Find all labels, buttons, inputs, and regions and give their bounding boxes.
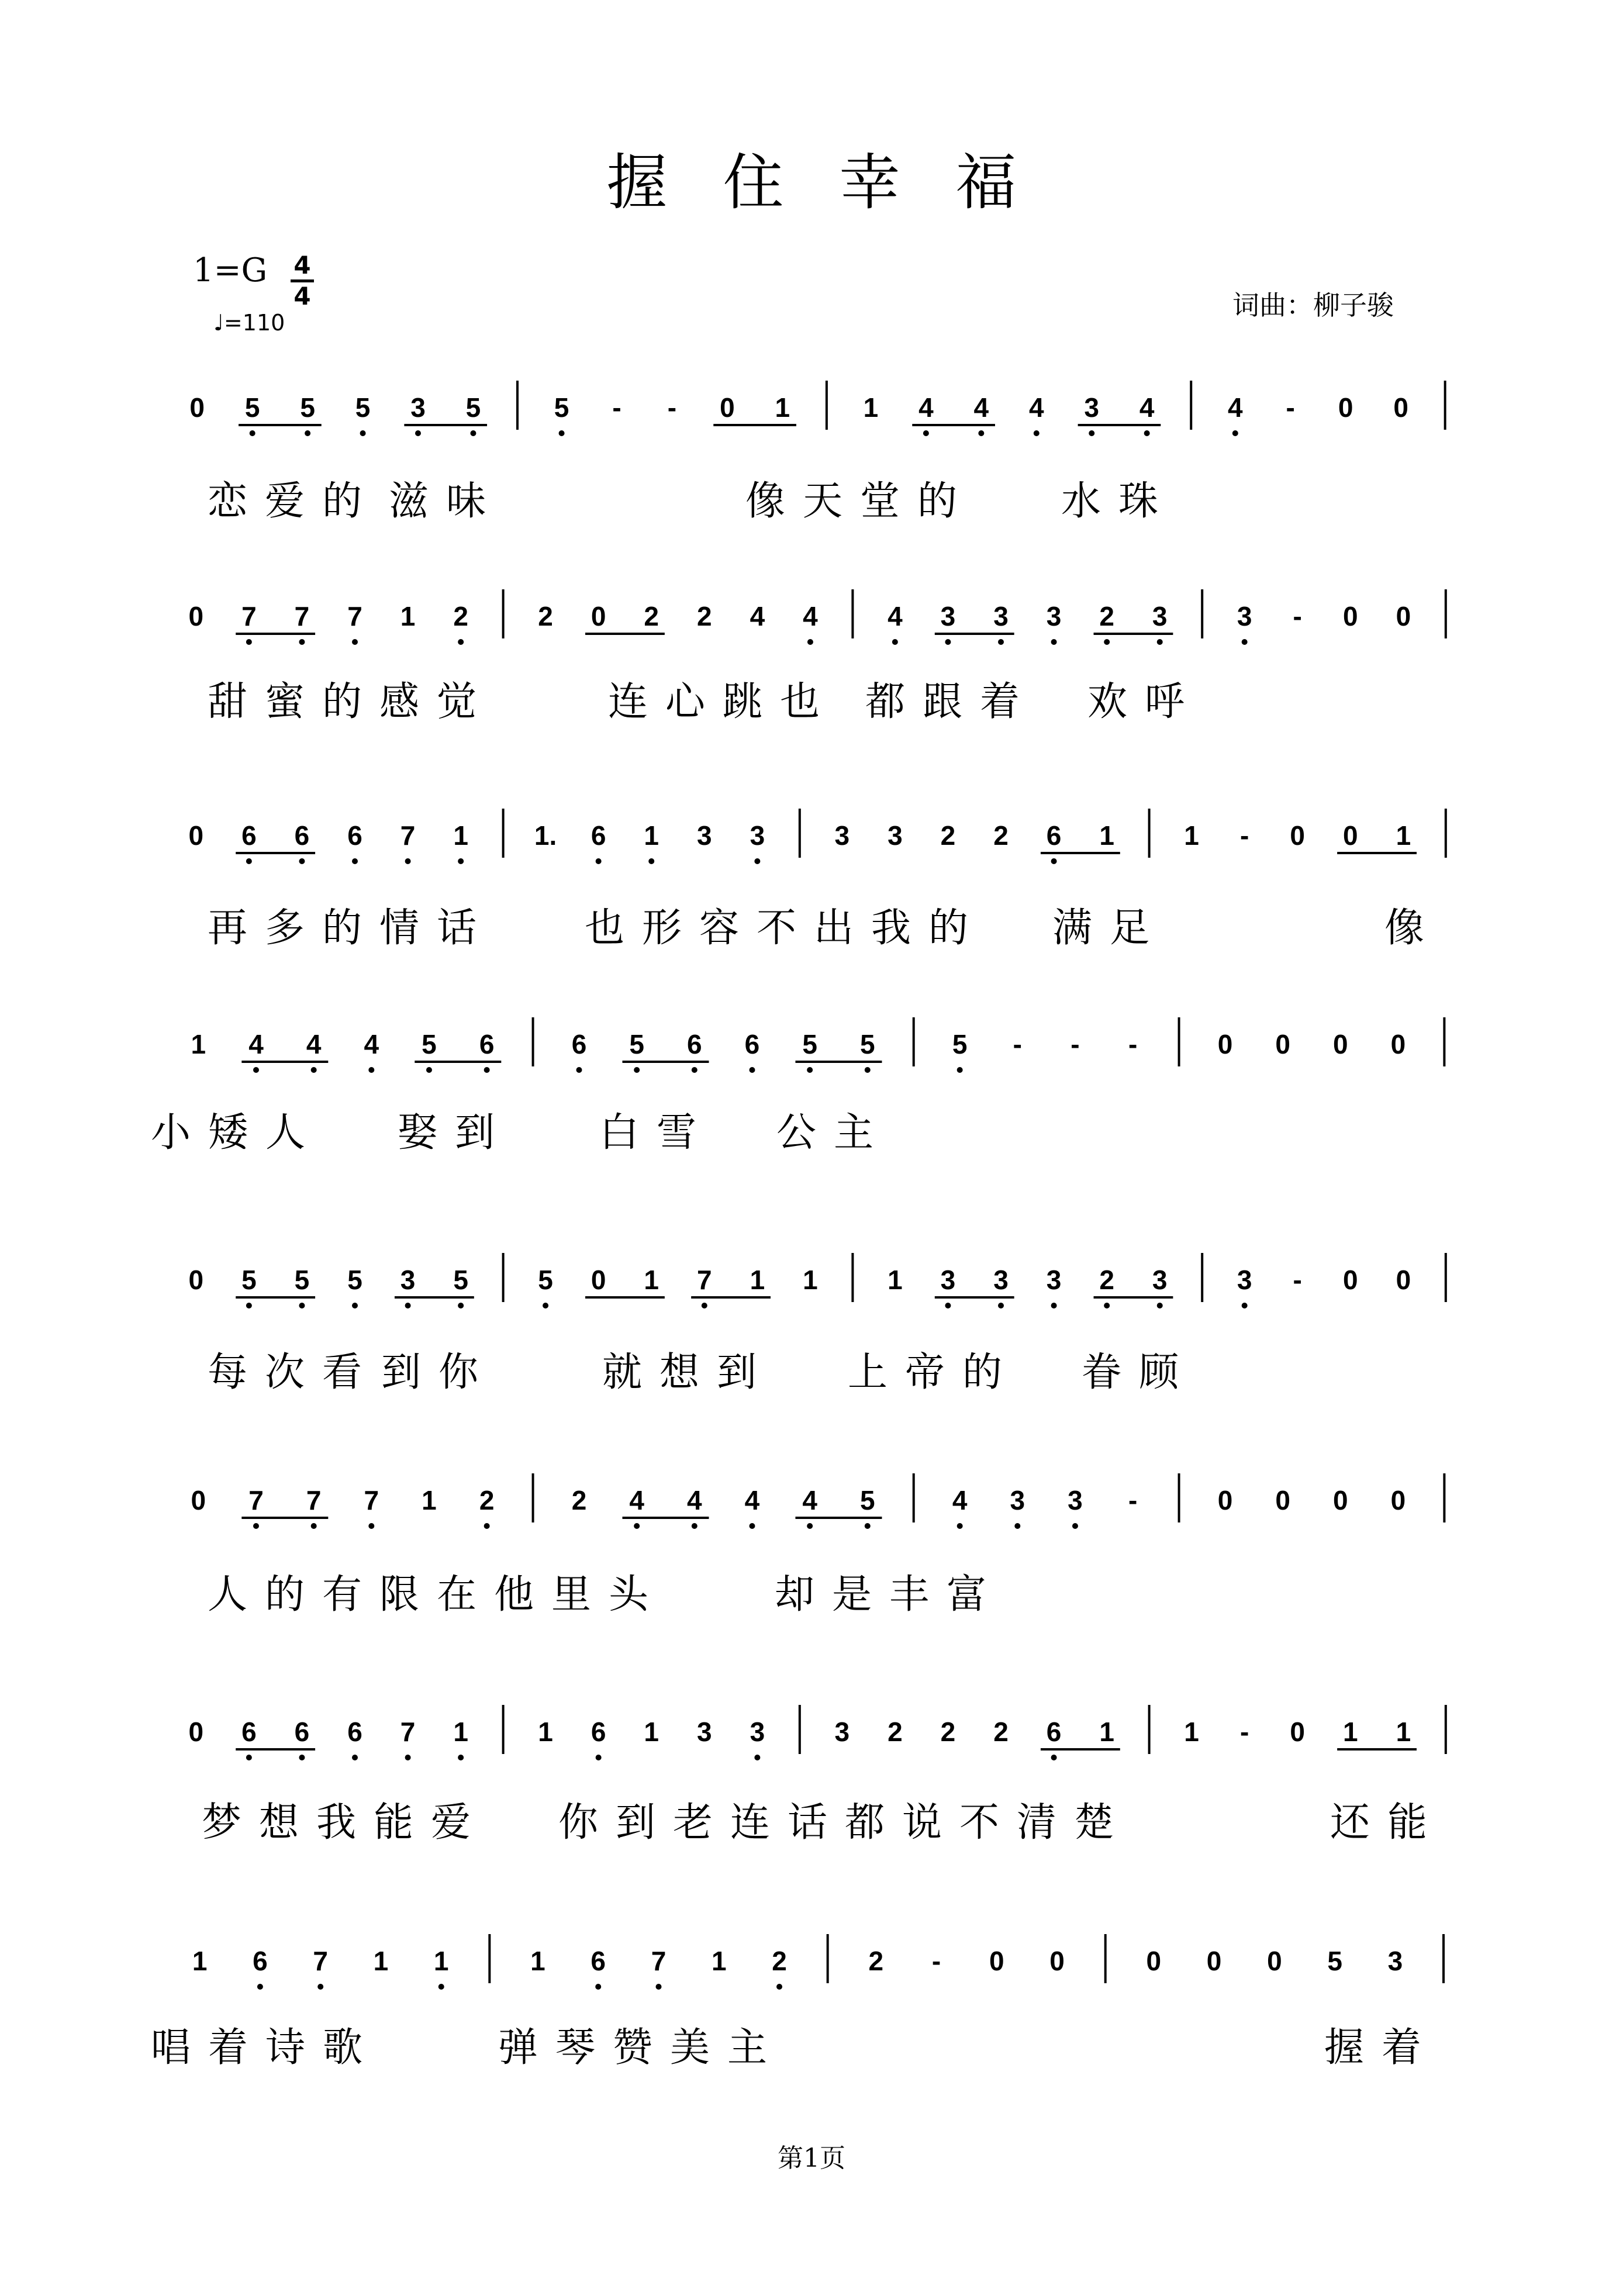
- note: 0: [191, 1485, 206, 1515]
- lyric-text: 再多的情话: [208, 905, 495, 951]
- note: 0: [1342, 601, 1358, 631]
- lyric-text: 娶到: [398, 1110, 513, 1156]
- note: 7: [696, 1265, 712, 1295]
- octave-dot: [368, 1523, 374, 1529]
- note: 5: [859, 1029, 875, 1059]
- note: 5: [802, 1029, 817, 1059]
- note: 0: [1333, 1485, 1348, 1515]
- note: 3: [1046, 601, 1062, 631]
- note: 3: [1237, 601, 1252, 631]
- lyric-text: 都跟着: [865, 679, 1038, 725]
- lyric-text: 连心跳也: [608, 679, 838, 725]
- note: 2: [993, 820, 1009, 851]
- note: 1: [803, 1265, 818, 1295]
- note: 2: [993, 1717, 1009, 1747]
- note: 2: [772, 1946, 787, 1976]
- note: 2: [868, 1946, 884, 1976]
- octave-dot: [1034, 430, 1040, 436]
- note: -: [1071, 1029, 1080, 1059]
- note: 5: [355, 392, 371, 423]
- note: 5: [422, 1029, 437, 1059]
- note: 7: [400, 1717, 416, 1747]
- note: 0: [1390, 1485, 1406, 1515]
- octave-dot: [246, 1755, 252, 1760]
- octave-dot: [702, 1303, 707, 1308]
- octave-dot: [352, 858, 358, 864]
- note: 3: [888, 820, 903, 851]
- note: 1: [1396, 1717, 1411, 1747]
- note: 0: [989, 1946, 1004, 1976]
- note: 5: [241, 1265, 257, 1295]
- note: 4: [1139, 392, 1155, 423]
- note: 6: [744, 1029, 760, 1059]
- note: 4: [248, 1029, 264, 1059]
- note: 0: [1217, 1485, 1233, 1515]
- octave-dot: [865, 1067, 871, 1073]
- note: 3: [750, 1717, 765, 1747]
- octave-dot: [405, 858, 411, 864]
- note: 7: [294, 601, 310, 631]
- octave-dot: [352, 1303, 358, 1308]
- note: 7: [241, 601, 257, 631]
- octave-dot: [865, 1523, 871, 1529]
- octave-dot: [1242, 1303, 1248, 1308]
- note: 4: [1227, 392, 1243, 423]
- note: 4: [802, 1485, 817, 1515]
- note: 1: [711, 1946, 727, 1976]
- lyric-text: 甜蜜的感觉: [208, 679, 495, 725]
- lyric-text: 满足: [1052, 905, 1168, 951]
- note: 5: [538, 1265, 553, 1295]
- octave-dot: [458, 1755, 464, 1760]
- note: 1: [644, 1265, 659, 1295]
- octave-dot: [299, 639, 305, 645]
- note: 4: [803, 601, 818, 631]
- note: 6: [347, 820, 362, 851]
- octave-dot: [317, 1984, 323, 1990]
- note: 4: [973, 392, 989, 423]
- note: -: [1286, 392, 1295, 423]
- octave-dot: [596, 858, 602, 864]
- note: 6: [347, 1717, 362, 1747]
- note: 0: [1275, 1029, 1290, 1059]
- note: 2: [888, 1717, 903, 1747]
- note: 3: [696, 820, 712, 851]
- note: 1: [453, 1717, 468, 1747]
- note: 0: [1267, 1946, 1282, 1976]
- lyric-text: 梦想我能爱: [202, 1800, 489, 1846]
- lyric-text: 握着: [1324, 2025, 1439, 2071]
- note: 0: [1275, 1485, 1290, 1515]
- octave-dot: [655, 1984, 661, 1990]
- octave-dot: [257, 1984, 263, 1990]
- note: 5: [244, 392, 260, 423]
- note: 5: [554, 392, 569, 423]
- octave-dot: [470, 430, 476, 436]
- lyric-text: 也形容不出我的: [585, 905, 986, 951]
- note: 6: [591, 820, 606, 851]
- octave-dot: [945, 1303, 951, 1308]
- octave-dot: [749, 1523, 755, 1529]
- note: 0: [1393, 392, 1408, 423]
- note: 1: [888, 1265, 903, 1295]
- note: 5: [1327, 1946, 1342, 1976]
- octave-dot: [253, 1067, 259, 1073]
- note: 1: [1184, 820, 1199, 851]
- octave-dot: [484, 1523, 490, 1529]
- note: 6: [294, 820, 310, 851]
- octave-dot: [246, 639, 252, 645]
- note: -: [1293, 1265, 1302, 1295]
- note: 4: [1028, 392, 1044, 423]
- octave-dot: [311, 1067, 317, 1073]
- lyric-text: 唱着诗歌: [151, 2025, 381, 2071]
- octave-dot: [807, 639, 813, 645]
- note: 0: [1146, 1946, 1162, 1976]
- note: 0: [188, 601, 204, 631]
- note: 6: [241, 1717, 257, 1747]
- octave-dot: [405, 1303, 411, 1308]
- lyric-text: 公主: [776, 1110, 892, 1156]
- note: 0: [720, 392, 735, 423]
- note: 1: [192, 1946, 208, 1976]
- octave-dot: [253, 1523, 259, 1529]
- note: 4: [888, 601, 903, 631]
- note: 1: [1396, 820, 1411, 851]
- note: 0: [1290, 820, 1306, 851]
- note: 5: [629, 1029, 644, 1059]
- note: 3: [1084, 392, 1100, 423]
- time-signature-bottom: 4: [293, 282, 311, 310]
- note: 1: [750, 1265, 765, 1295]
- octave-dot: [998, 639, 1004, 645]
- note: 1: [863, 392, 879, 423]
- note: 0: [1342, 1265, 1358, 1295]
- note: 3: [1152, 601, 1168, 631]
- note: 6: [241, 820, 257, 851]
- note: -: [1239, 820, 1249, 851]
- octave-dot: [957, 1067, 963, 1073]
- octave-dot: [648, 858, 654, 864]
- octave-dot: [352, 1755, 358, 1760]
- note: 1: [1099, 820, 1114, 851]
- note: 5: [300, 392, 315, 423]
- lyric-text: 每次看: [208, 1349, 380, 1396]
- lyric-text: 到你: [381, 1349, 496, 1396]
- note: 5: [453, 1265, 468, 1295]
- octave-dot: [692, 1523, 697, 1529]
- note: 7: [313, 1946, 328, 1976]
- note: 3: [410, 392, 426, 423]
- note: 1: [433, 1946, 449, 1976]
- octave-dot: [634, 1067, 640, 1073]
- note: 6: [687, 1029, 702, 1059]
- song-title: 握住幸福: [606, 147, 1072, 218]
- octave-dot: [978, 430, 984, 436]
- lyric-text: 欢呼: [1087, 679, 1203, 725]
- note: 3: [940, 1265, 956, 1295]
- octave-dot: [892, 639, 898, 645]
- octave-dot: [1144, 430, 1150, 436]
- note: -: [1013, 1029, 1022, 1059]
- note: 2: [571, 1485, 587, 1515]
- octave-dot: [484, 1067, 490, 1073]
- note: 1: [453, 820, 468, 851]
- note: 7: [651, 1946, 667, 1976]
- note: 2: [1099, 1265, 1114, 1295]
- octave-dot: [945, 639, 951, 645]
- octave-dot: [1104, 1303, 1110, 1308]
- note: 4: [744, 1485, 760, 1515]
- note: 3: [1068, 1485, 1083, 1515]
- octave-dot: [1051, 1755, 1057, 1760]
- note: -: [1128, 1029, 1138, 1059]
- note: 0: [1396, 1265, 1411, 1295]
- note: 2: [479, 1485, 495, 1515]
- note: 6: [591, 1717, 606, 1747]
- note: 0: [591, 1265, 606, 1295]
- tempo-marking: ♩=110: [213, 310, 285, 336]
- note: 5: [465, 392, 481, 423]
- note: 4: [687, 1485, 702, 1515]
- note: 1: [775, 392, 790, 423]
- note: 4: [918, 392, 934, 423]
- octave-dot: [1242, 639, 1248, 645]
- lyric-text: 像: [1384, 905, 1442, 951]
- note: 6: [1046, 1717, 1062, 1747]
- note: 3: [834, 820, 850, 851]
- lyric-text: 却是丰富: [775, 1572, 1004, 1618]
- octave-dot: [1051, 1303, 1057, 1308]
- note: 5: [347, 1265, 362, 1295]
- note: 3: [1237, 1265, 1252, 1295]
- octave-dot: [559, 430, 565, 436]
- note: 3: [993, 1265, 1009, 1295]
- octave-dot: [246, 858, 252, 864]
- note: 7: [364, 1485, 379, 1515]
- octave-dot: [595, 1984, 601, 1990]
- note: 4: [364, 1029, 379, 1059]
- octave-dot: [807, 1067, 813, 1073]
- note: 3: [993, 601, 1009, 631]
- octave-dot: [749, 1067, 755, 1073]
- note: 3: [940, 601, 956, 631]
- lyric-text: 弹琴赞美主: [498, 2025, 785, 2071]
- lyric-text: 人的有限在他里头: [208, 1572, 667, 1618]
- note: 2: [940, 1717, 956, 1747]
- octave-dot: [576, 1067, 582, 1073]
- octave-dot: [1157, 639, 1163, 645]
- octave-dot: [1157, 1303, 1163, 1308]
- note: 7: [400, 820, 416, 851]
- note: 3: [1152, 1265, 1168, 1295]
- note: -: [612, 392, 621, 423]
- octave-dot: [543, 1303, 548, 1308]
- octave-dot: [352, 639, 358, 645]
- note: 1: [644, 1717, 659, 1747]
- note: 1: [644, 820, 659, 851]
- note: 3: [750, 820, 765, 851]
- lyric-text: 像天堂的: [745, 478, 975, 524]
- octave-dot: [299, 858, 305, 864]
- octave-dot: [1051, 858, 1057, 864]
- octave-dot: [368, 1067, 374, 1073]
- note: 0: [188, 820, 204, 851]
- note: 0: [189, 392, 205, 423]
- note: 3: [1046, 1265, 1062, 1295]
- octave-dot: [957, 1523, 963, 1529]
- note: 7: [306, 1485, 322, 1515]
- octave-dot: [458, 1303, 464, 1308]
- lyric-text: 就想到: [602, 1349, 775, 1396]
- lyric-text: 白雪: [599, 1110, 714, 1156]
- note: 6: [1046, 820, 1062, 851]
- octave-dot: [1014, 1523, 1020, 1529]
- octave-dot: [754, 858, 760, 864]
- note: 2: [644, 601, 659, 631]
- note: 6: [571, 1029, 587, 1059]
- octave-dot: [458, 639, 464, 645]
- note: 1: [373, 1946, 389, 1976]
- octave-dot: [360, 430, 366, 436]
- note: 0: [188, 1265, 204, 1295]
- note: 3: [1387, 1946, 1403, 1976]
- octave-dot: [438, 1984, 444, 1990]
- note: 0: [1217, 1029, 1233, 1059]
- note: 3: [834, 1717, 850, 1747]
- octave-dot: [776, 1984, 782, 1990]
- octave-dot: [299, 1755, 305, 1760]
- octave-dot: [299, 1303, 305, 1308]
- note: 0: [188, 1717, 204, 1747]
- note: 1: [1184, 1717, 1199, 1747]
- octave-dot: [1072, 1523, 1078, 1529]
- note: 6: [591, 1946, 606, 1976]
- lyric-text: 眷顾: [1082, 1349, 1197, 1396]
- credit-line: 词曲：柳子骏: [1232, 289, 1394, 321]
- lyric-text: 上帝的: [848, 1349, 1020, 1396]
- note: 0: [1338, 392, 1353, 423]
- octave-dot: [754, 1755, 760, 1760]
- lyric-text: 滋味: [389, 478, 504, 524]
- note: 0: [1396, 601, 1411, 631]
- key-signature: 1=G: [193, 251, 268, 289]
- note: 3: [1010, 1485, 1025, 1515]
- octave-dot: [305, 430, 310, 436]
- octave-dot: [426, 1067, 432, 1073]
- note: -: [1239, 1717, 1249, 1747]
- octave-dot: [458, 858, 464, 864]
- octave-dot: [634, 1523, 640, 1529]
- note: 7: [347, 601, 362, 631]
- lyric-text: 还能: [1330, 1800, 1445, 1846]
- note: 1: [1342, 1717, 1358, 1747]
- note: 1: [400, 601, 416, 631]
- note: 5: [859, 1485, 875, 1515]
- note: 4: [750, 601, 765, 631]
- octave-dot: [596, 1755, 602, 1760]
- octave-dot: [311, 1523, 317, 1529]
- note: -: [931, 1946, 941, 1976]
- note: 6: [253, 1946, 268, 1976]
- note: 5: [294, 1265, 310, 1295]
- octave-dot: [807, 1523, 813, 1529]
- lyric-text: 恋爱的: [208, 478, 380, 524]
- note: 6: [294, 1717, 310, 1747]
- time-signature-top: 4: [293, 251, 311, 279]
- lyric-text: 你到老连话都说不清楚: [558, 1800, 1132, 1846]
- octave-dot: [246, 1303, 252, 1308]
- octave-dot: [692, 1067, 697, 1073]
- note: 5: [952, 1029, 968, 1059]
- note: 2: [696, 601, 712, 631]
- note: 0: [591, 601, 606, 631]
- octave-dot: [250, 430, 255, 436]
- page-number: 第1页: [778, 2143, 845, 2173]
- note: 4: [952, 1485, 968, 1515]
- note: -: [1128, 1485, 1138, 1515]
- note: 7: [248, 1485, 264, 1515]
- note: 3: [400, 1265, 416, 1295]
- note: 1: [1099, 1717, 1114, 1747]
- note: 1: [538, 1717, 553, 1747]
- note: 1.: [534, 820, 557, 851]
- lyric-text: 小矮人: [151, 1110, 323, 1156]
- note: 2: [1099, 601, 1114, 631]
- octave-dot: [1089, 430, 1094, 436]
- note: 4: [306, 1029, 322, 1059]
- note: 0: [1290, 1717, 1306, 1747]
- note: 0: [1206, 1946, 1222, 1976]
- octave-dot: [405, 1755, 411, 1760]
- octave-dot: [415, 430, 421, 436]
- note: -: [667, 392, 677, 423]
- note: -: [1293, 601, 1302, 631]
- octave-dot: [1232, 430, 1238, 436]
- note: 6: [479, 1029, 495, 1059]
- octave-dot: [923, 430, 929, 436]
- lyric-text: 水珠: [1061, 478, 1176, 524]
- note: 4: [629, 1485, 644, 1515]
- note: 1: [422, 1485, 437, 1515]
- note: 3: [696, 1717, 712, 1747]
- note: 2: [453, 601, 468, 631]
- octave-dot: [1051, 639, 1057, 645]
- note: 2: [538, 601, 553, 631]
- note: 2: [940, 820, 956, 851]
- note: 0: [1049, 1946, 1065, 1976]
- octave-dot: [1104, 639, 1110, 645]
- note: 0: [1333, 1029, 1348, 1059]
- note: 0: [1342, 820, 1358, 851]
- note: 1: [191, 1029, 206, 1059]
- note: 1: [530, 1946, 545, 1976]
- octave-dot: [998, 1303, 1004, 1308]
- note: 0: [1390, 1029, 1406, 1059]
